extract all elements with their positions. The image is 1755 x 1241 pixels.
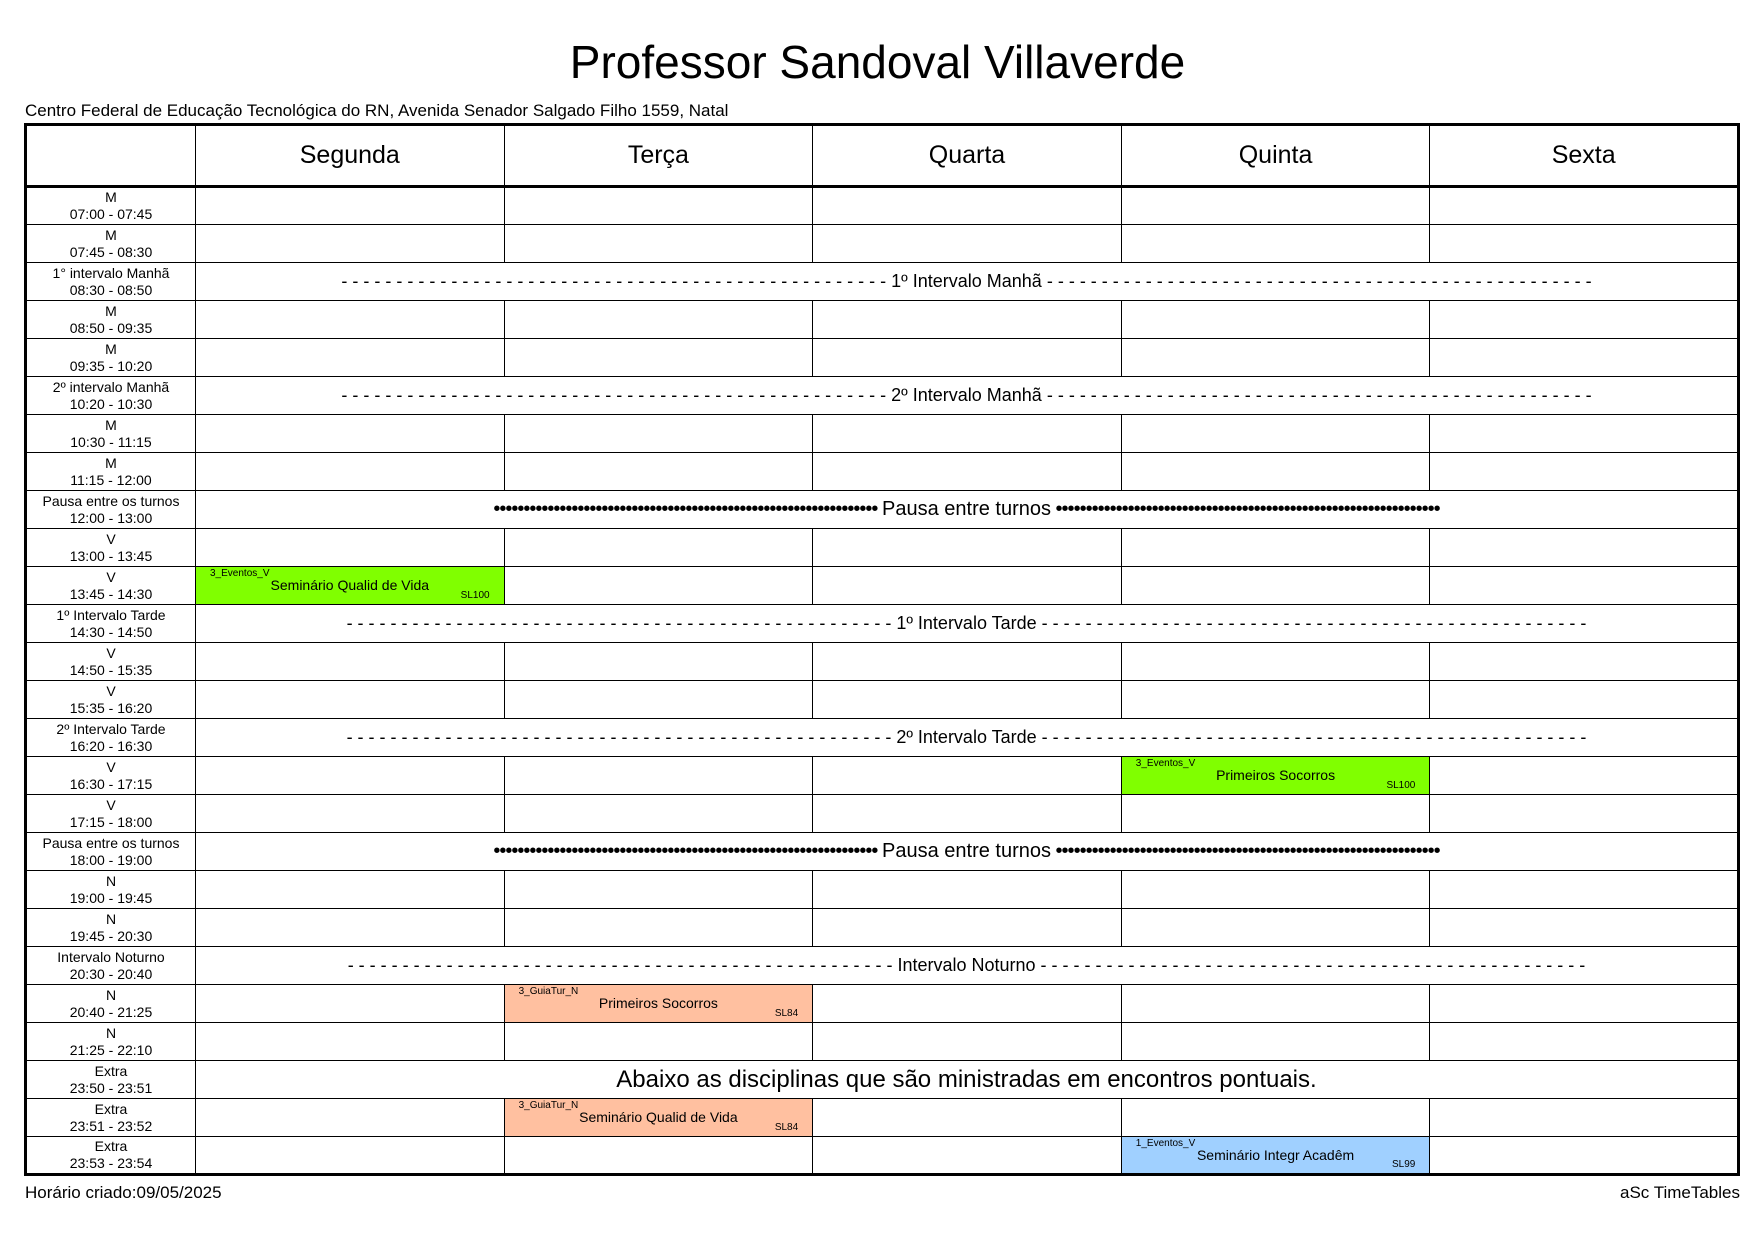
empty-cell <box>813 909 1122 947</box>
lesson-card[interactable] <box>1121 757 1430 795</box>
day-header: Quinta <box>1121 125 1430 187</box>
empty-cell <box>1430 301 1739 339</box>
empty-cell <box>1430 1137 1739 1175</box>
break-label: 2º Intervalo Manhã <box>891 385 1042 405</box>
period-time: 07:45 - 08:30 <box>69 243 153 260</box>
empty-cell <box>813 757 1122 795</box>
break-filler: - - - - - - - - - - - - - - - - - - - - - - - - - - - - - - - - - - - - - - - - - - - - - - - - - - <box>1035 955 1586 975</box>
empty-cell <box>504 529 813 567</box>
period-label: V <box>106 796 116 813</box>
empty-cell <box>813 225 1122 263</box>
lesson-room: SL100 <box>460 590 490 601</box>
empty-cell <box>1121 795 1430 833</box>
timetable-row <box>26 225 1739 263</box>
empty-cell <box>1121 187 1430 225</box>
timetable-row <box>26 1099 1739 1137</box>
period-label: V <box>106 568 116 585</box>
timetable-row <box>26 1061 1739 1099</box>
break-filler: - - - - - - - - - - - - - - - - - - - - - - - - - - - - - - - - - - - - - - - - - - - - - - - - - - <box>341 271 892 291</box>
period-label: V <box>106 530 116 547</box>
empty-cell <box>813 1023 1122 1061</box>
break-row <box>196 605 1739 643</box>
period-label: M <box>105 416 117 433</box>
day-header: Sexta <box>1430 125 1739 187</box>
empty-cell <box>1430 757 1739 795</box>
period-label: 1° intervalo Manhã <box>52 264 170 281</box>
empty-cell <box>196 301 505 339</box>
empty-cell <box>1121 301 1430 339</box>
empty-cell <box>813 681 1122 719</box>
break-label: Intervalo Noturno <box>897 955 1036 975</box>
period-cell <box>26 1061 196 1099</box>
period-cell <box>26 795 196 833</box>
lesson-group: 3_Eventos_V <box>1135 758 1196 769</box>
period-cell <box>26 909 196 947</box>
empty-cell <box>1121 909 1430 947</box>
break-filler: - - - - - - - - - - - - - - - - - - - - - - - - - - - - - - - - - - - - - - - - - - - - - - - - - - <box>1036 727 1587 747</box>
empty-cell <box>196 415 505 453</box>
empty-cell <box>813 301 1122 339</box>
break-filler: - - - - - - - - - - - - - - - - - - - - - - - - - - - - - - - - - - - - - - - - - - - - - - - - - - <box>341 385 892 405</box>
period-label: M <box>105 189 117 205</box>
period-time: 19:45 - 20:30 <box>69 927 153 944</box>
extra-note <box>196 1061 1739 1099</box>
timetable-row <box>26 567 1739 605</box>
timetable-header-row <box>26 125 1739 187</box>
empty-cell <box>813 795 1122 833</box>
empty-cell <box>504 871 813 909</box>
timetable-row <box>26 1137 1739 1175</box>
empty-cell <box>196 529 505 567</box>
period-label: N <box>105 986 117 1003</box>
period-time: 23:53 - 23:54 <box>69 1155 153 1171</box>
break-row <box>196 263 1739 301</box>
empty-cell <box>1121 643 1430 681</box>
break-filler: - - - - - - - - - - - - - - - - - - - - - - - - - - - - - - - - - - - - - - - - - - - - - - - - - - <box>346 727 897 747</box>
empty-cell <box>196 909 505 947</box>
timetable-row <box>26 833 1739 871</box>
day-header: Segunda <box>196 125 505 187</box>
period-time: 13:45 - 14:30 <box>69 585 153 602</box>
period-cell <box>26 1137 196 1175</box>
lesson-card[interactable] <box>196 567 505 605</box>
period-cell <box>26 757 196 795</box>
empty-cell <box>504 909 813 947</box>
period-cell <box>26 947 196 985</box>
period-label: Extra <box>94 1062 128 1079</box>
period-cell <box>26 187 196 225</box>
empty-cell <box>1430 415 1739 453</box>
timetable-row <box>26 453 1739 491</box>
period-time: 18:00 - 19:00 <box>69 851 153 868</box>
period-label: N <box>105 1024 117 1041</box>
lesson-room: SL84 <box>774 1122 799 1133</box>
timetable-row <box>26 605 1739 643</box>
timetable-row <box>26 415 1739 453</box>
period-time: 19:00 - 19:45 <box>69 889 153 906</box>
timetable-row <box>26 719 1739 757</box>
lesson-room: SL100 <box>1386 780 1416 791</box>
period-time: 14:50 - 15:35 <box>69 661 153 678</box>
lesson-subject: Seminário Integr Acadêm <box>1196 1147 1355 1163</box>
lesson-room: SL84 <box>774 1008 799 1019</box>
empty-cell <box>1430 339 1739 377</box>
period-cell <box>26 491 196 529</box>
period-label: 2º intervalo Manhã <box>52 378 170 395</box>
period-time: 08:30 - 08:50 <box>69 281 153 298</box>
timetable-row <box>26 377 1739 415</box>
empty-cell <box>1430 681 1739 719</box>
empty-cell <box>504 567 813 605</box>
break-filler: •••••••••••••••••••••••••••••••••••••••••••••••••••••••••••••••• <box>1051 498 1440 520</box>
empty-cell <box>813 643 1122 681</box>
empty-cell <box>196 757 505 795</box>
empty-cell <box>1430 187 1739 225</box>
empty-cell <box>1430 529 1739 567</box>
empty-cell <box>1121 529 1430 567</box>
empty-cell <box>504 757 813 795</box>
empty-cell <box>504 453 813 491</box>
period-label: V <box>106 682 116 699</box>
period-label: Extra <box>94 1100 128 1117</box>
empty-cell <box>813 529 1122 567</box>
break-filler: - - - - - - - - - - - - - - - - - - - - - - - - - - - - - - - - - - - - - - - - - - - - - - - - - - <box>1041 271 1592 291</box>
empty-cell <box>1430 985 1739 1023</box>
break-label: Pausa entre turnos <box>882 840 1051 862</box>
empty-cell <box>504 681 813 719</box>
empty-cell <box>196 339 505 377</box>
period-time: 14:30 - 14:50 <box>69 623 153 640</box>
break-row <box>196 719 1739 757</box>
period-time: 13:00 - 13:45 <box>69 547 153 564</box>
period-time: 21:25 - 22:10 <box>69 1041 153 1058</box>
lesson-group: 3_Eventos_V <box>210 568 270 579</box>
empty-cell <box>1430 643 1739 681</box>
period-label: Pausa entre os turnos <box>42 492 180 509</box>
lesson-group: 3_GuiaTur_N <box>518 1100 579 1111</box>
break-label: 1º Intervalo Tarde <box>896 613 1037 633</box>
day-header: Terça <box>504 125 813 187</box>
lesson-subject: Seminário Qualid de Vida <box>579 1109 738 1125</box>
lesson-card[interactable] <box>1121 1137 1430 1175</box>
period-cell <box>26 453 196 491</box>
empty-cell <box>813 187 1122 225</box>
period-cell <box>26 301 196 339</box>
timetable-row <box>26 187 1739 225</box>
period-label: N <box>105 872 117 889</box>
period-cell <box>26 415 196 453</box>
break-filler: •••••••••••••••••••••••••••••••••••••••••••••••••••••••••••••••• <box>493 840 882 862</box>
period-time: 16:20 - 16:30 <box>69 737 153 754</box>
lesson-card[interactable] <box>504 985 813 1023</box>
break-label: 2º Intervalo Tarde <box>896 727 1037 747</box>
period-cell <box>26 871 196 909</box>
break-label: Pausa entre turnos <box>882 498 1051 520</box>
period-label: V <box>106 758 116 775</box>
period-cell <box>26 1099 196 1137</box>
empty-cell <box>1121 1023 1430 1061</box>
empty-cell <box>1121 1099 1430 1137</box>
timetable-row <box>26 339 1739 377</box>
empty-cell <box>1121 339 1430 377</box>
period-time: 10:20 - 10:30 <box>69 395 153 412</box>
period-time: 16:30 - 17:15 <box>69 775 153 792</box>
empty-cell <box>813 1137 1122 1175</box>
period-cell <box>26 529 196 567</box>
break-filler: •••••••••••••••••••••••••••••••••••••••••••••••••••••••••••••••• <box>1051 840 1440 862</box>
created-date: Horário criado:09/05/2025 <box>25 1183 222 1202</box>
empty-cell <box>1430 1099 1739 1137</box>
period-cell <box>26 225 196 263</box>
timetable-row <box>26 985 1739 1023</box>
period-time: 23:50 - 23:51 <box>69 1079 153 1096</box>
empty-cell <box>813 871 1122 909</box>
break-filler: - - - - - - - - - - - - - - - - - - - - - - - - - - - - - - - - - - - - - - - - - - - - - - - - - - <box>347 955 898 975</box>
empty-cell <box>1430 871 1739 909</box>
empty-cell <box>504 301 813 339</box>
app-brand: aSc TimeTables <box>1620 1183 1740 1202</box>
period-time: 07:00 - 07:45 <box>69 206 153 222</box>
empty-cell <box>1430 453 1739 491</box>
timetable-row <box>26 681 1739 719</box>
period-label: V <box>106 644 116 661</box>
empty-cell <box>1430 225 1739 263</box>
period-time: 08:50 - 09:35 <box>69 319 153 336</box>
timetable <box>24 123 1740 1176</box>
empty-cell <box>196 1099 505 1137</box>
period-label: Pausa entre os turnos <box>42 834 180 851</box>
empty-cell <box>504 1137 813 1175</box>
period-time: 20:40 - 21:25 <box>69 1003 153 1020</box>
period-cell <box>26 833 196 871</box>
empty-cell <box>504 187 813 225</box>
timetable-row <box>26 529 1739 567</box>
timetable-row <box>26 1023 1739 1061</box>
break-row <box>196 947 1739 985</box>
period-cell <box>26 985 196 1023</box>
empty-cell <box>1121 453 1430 491</box>
empty-cell <box>504 415 813 453</box>
break-row <box>196 377 1739 415</box>
period-label: Intervalo Noturno <box>57 948 165 965</box>
period-cell <box>26 681 196 719</box>
empty-cell <box>1430 1023 1739 1061</box>
timetable-row <box>26 909 1739 947</box>
timetable-row <box>26 301 1739 339</box>
day-header: Quarta <box>813 125 1122 187</box>
timetable-row <box>26 871 1739 909</box>
empty-cell <box>196 681 505 719</box>
page-title: Professor Sandoval Villaverde <box>569 36 1186 88</box>
empty-cell <box>196 795 505 833</box>
period-cell <box>26 643 196 681</box>
period-label: 1º Intervalo Tarde <box>56 606 166 623</box>
empty-cell <box>1121 985 1430 1023</box>
timetable-row <box>26 263 1739 301</box>
empty-cell <box>1430 795 1739 833</box>
lesson-subject: Seminário Qualid de Vida <box>270 577 430 593</box>
period-time: 20:30 - 20:40 <box>69 965 153 982</box>
lesson-group: 1_Eventos_V <box>1135 1138 1196 1149</box>
empty-cell <box>813 339 1122 377</box>
empty-cell <box>196 453 505 491</box>
empty-cell <box>1430 567 1739 605</box>
timetable-row <box>26 491 1739 529</box>
period-label: 2º Intervalo Tarde <box>56 720 166 737</box>
timetable-row <box>26 947 1739 985</box>
empty-cell <box>813 567 1122 605</box>
period-label: M <box>105 302 117 319</box>
empty-cell <box>1121 225 1430 263</box>
break-row <box>196 833 1739 871</box>
institution-address: Centro Federal de Educação Tecnológica do RN, Avenida Senador Salgado Filho 1559, Natal <box>25 101 729 120</box>
empty-cell <box>196 187 505 225</box>
period-cell <box>26 1023 196 1061</box>
empty-cell <box>196 225 505 263</box>
period-cell <box>26 263 196 301</box>
period-cell <box>26 719 196 757</box>
break-filler: - - - - - - - - - - - - - - - - - - - - - - - - - - - - - - - - - - - - - - - - - - - - - - - - - - <box>1036 613 1587 633</box>
lesson-group: 3_GuiaTur_N <box>518 986 579 997</box>
empty-cell <box>504 1023 813 1061</box>
break-filler: - - - - - - - - - - - - - - - - - - - - - - - - - - - - - - - - - - - - - - - - - - - - - - - - - - <box>1041 385 1592 405</box>
empty-cell <box>813 453 1122 491</box>
corner-cell <box>26 125 196 187</box>
break-filler: - - - - - - - - - - - - - - - - - - - - - - - - - - - - - - - - - - - - - - - - - - - - - - - - - - <box>346 613 897 633</box>
empty-cell <box>196 985 505 1023</box>
break-filler: •••••••••••••••••••••••••••••••••••••••••••••••••••••••••••••••• <box>493 498 882 520</box>
break-label: 1º Intervalo Manhã <box>891 271 1042 291</box>
period-time: 12:00 - 13:00 <box>69 509 153 526</box>
empty-cell <box>1121 871 1430 909</box>
timetable-row <box>26 643 1739 681</box>
period-time: 10:30 - 11:15 <box>70 433 152 450</box>
lesson-subject: Primeiros Socorros <box>598 995 718 1011</box>
empty-cell <box>1121 567 1430 605</box>
empty-cell <box>1121 681 1430 719</box>
period-label: N <box>105 910 117 927</box>
empty-cell <box>813 415 1122 453</box>
period-label: Extra <box>94 1138 128 1154</box>
period-cell <box>26 339 196 377</box>
period-time: 23:51 - 23:52 <box>69 1117 153 1134</box>
timetable-body <box>26 187 1739 1175</box>
empty-cell <box>504 225 813 263</box>
empty-cell <box>813 985 1122 1023</box>
empty-cell <box>1121 415 1430 453</box>
period-label: M <box>105 454 117 471</box>
empty-cell <box>504 339 813 377</box>
timetable-row <box>26 757 1739 795</box>
break-label: Abaixo as disciplinas que são ministradas em encontros pontuais. <box>616 1065 1317 1093</box>
lesson-subject: Primeiros Socorros <box>1216 767 1336 783</box>
empty-cell <box>1430 909 1739 947</box>
empty-cell <box>813 1099 1122 1137</box>
period-cell <box>26 567 196 605</box>
period-time: 09:35 - 10:20 <box>69 357 153 374</box>
period-cell <box>26 605 196 643</box>
empty-cell <box>196 1023 505 1061</box>
period-cell <box>26 377 196 415</box>
timetable-row <box>26 795 1739 833</box>
empty-cell <box>504 795 813 833</box>
empty-cell <box>504 643 813 681</box>
period-time: 11:15 - 12:00 <box>70 471 152 488</box>
period-time: 17:15 - 18:00 <box>69 813 153 830</box>
break-row <box>196 491 1739 529</box>
period-time: 15:35 - 16:20 <box>69 699 153 716</box>
period-label: M <box>105 226 117 243</box>
empty-cell <box>196 871 505 909</box>
lesson-room: SL99 <box>1392 1159 1416 1170</box>
empty-cell <box>196 1137 505 1175</box>
empty-cell <box>196 643 505 681</box>
lesson-card[interactable] <box>504 1099 813 1137</box>
period-label: M <box>105 340 117 357</box>
